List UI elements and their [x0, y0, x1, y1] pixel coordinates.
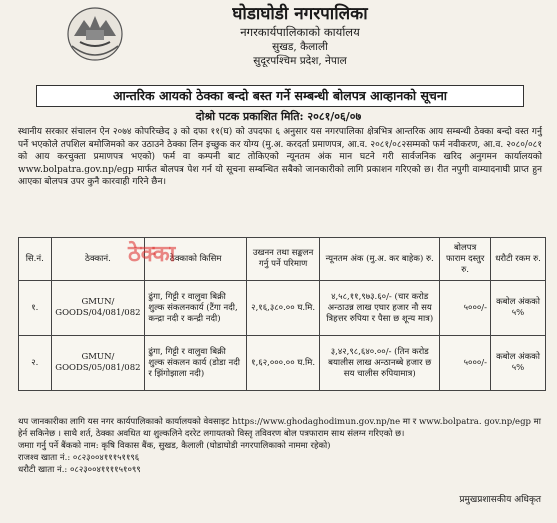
row-fee: ५०००/-: [440, 336, 491, 391]
office-location: सुखड, कैलाली: [272, 41, 328, 53]
row-qty: १,६२,०००.०० घ.मि.: [247, 336, 320, 391]
col-header-min: न्यूनतम अंक (मु.अ. कर बाहेक) रु.: [320, 238, 440, 281]
col-header-qty: उखनन तथा सङ्कलन गर्नु पर्ने परिमाण: [247, 238, 320, 281]
notice-body: स्थानीय सरकार संचालन ऐन २०७४ कोपरिच्छेद ३ को दफा ११(घ) को उपदफा ६ अनुसार यस नगरपालिका क्षेत्रभित्र आन्तरिक आय सम्बन्धी ठेक्का बन्दो वस्त गर्नु पर्ने भएकोले तपशिल बमोजिमको कर उठाउने ठेक्का लिन इच्छुक कर योग्य (मु.अ. करदर्ता प्रमाणपत्र, आ.व. २०८१/०८२सम्मको फर्म नवीकरण, आ.व. २०८०/०८१ को आय करचुक्ता प्रमाणपत्र भएको) फर्म वा कम्पनी बाट तोकिएको न्यूनतम अंक मान घटने गरी सार्वजनिक खरिद अनुगमन कार्यालयको www.bolpatra.gov.np/egp मार्फत बोलपत्र पेश गर्न यो सूचना सम्बन्धित सबैको जानकारीको लागि प्रकाशन गरिएको छ। रीत नपुगी वाम्यादनाघी प्राप्त हुन आएका बोलपत्र उपर कुनै कारवाही गरिने छैन।: [18, 127, 542, 188]
deposit-account: धरौटी खाता नं.: ०८२३००४११११५१०९९: [18, 465, 141, 475]
row-deposit: कबोल अंकको ५%: [491, 281, 546, 336]
notice-title: आन्तरिक आयको ठेक्का बन्दो बस्त गर्ने सम्बन्धी बोलपत्र आव्हानको सूचना: [36, 85, 524, 107]
row-code: GMUN/ GOODS/04/081/082: [51, 281, 145, 336]
row-deposit: कबोल अंकको ५%: [491, 336, 546, 391]
row-code: GMUN/ GOODS/05/081/082: [51, 336, 145, 391]
tender-table: [18, 237, 546, 391]
row-min: ४,५८,११,९७३.६०/- (चार करोड अन्ठाउन्न लाख एघार हजार नौ सय त्रिहत्तर रुपिया र पैसा छ शून्य मात्र): [320, 281, 440, 336]
col-header-code: ठेक्कानं.: [51, 238, 145, 281]
row-min: ३,४२,९८,६४०.००/- (तिन करोड बयालीस लाख अन्ठानब्बे हजार छ सय चालीस रुपियामात्र): [320, 336, 440, 391]
watermark-logo: ठेक्का: [128, 242, 176, 267]
row-sn: २.: [19, 336, 52, 391]
col-header-fee: बोलपत्र फाराम दस्तुर रु.: [440, 238, 491, 281]
org-name: घोडाघोडी नगरपालिका: [232, 4, 368, 24]
table-row: [19, 336, 546, 391]
office-name: नगरकार्यपालिकाको कार्यालय: [240, 25, 360, 39]
nepal-emblem-icon: [66, 6, 124, 62]
col-header-deposit: धरौटी रकम रु.: [491, 238, 546, 281]
row-qty: २,१६,३८०.०० घ.मि.: [247, 281, 320, 336]
revenue-account: राजश्व खाता नं.: ०८२३००४१११५११९६: [18, 453, 140, 463]
row-sn: १.: [19, 281, 52, 336]
province-name: सुदूरपश्चिम प्रदेश, नेपाल: [253, 55, 347, 67]
signatory: प्रमुखप्रशासकीय अधिकृत: [459, 495, 541, 505]
letterhead: [150, 4, 450, 68]
bank-name: जमाा गर्नु पर्ने बैंकको नाम: कृषि विकास बैंक, सुखड, कैलाली (घोडाघोडी नगरपालिकाको नाममा रहेको): [18, 441, 331, 451]
table-header-row: [19, 238, 546, 281]
table-row: [19, 281, 546, 336]
row-type: ढुंगा, गिट्टी र वालुवा बिक्री शुल्क संकलन कार्य (डोडा नदी र झिंगोझाला नदी): [145, 336, 247, 391]
footer-info: थप जानकारीका लागि यस नगर कार्यपालिकाको कार्यालयको वेवसाइट https://www.ghodaghodimun.gov.np/ne मा र www.bolpatra. gov.np/egp मा हेर्न सकिनेछ । साथै शर्त, ठेक्का अवधित था शुल्कलिने दररेट लगायतको विस्तृ तविवरण बोल पत्रफाराम साथ संलग्न गरिएको छ।: [18, 417, 541, 439]
col-header-sn: सि.नं.: [19, 238, 52, 281]
row-fee: ५०००/-: [440, 281, 491, 336]
row-type: ढुंगा, गिट्टी र वालुवा बिक्री शुल्क संकलनकार्य (टैंगा नदी, कन्द्रा नदी र कन्द्री नदी): [145, 281, 247, 336]
footer-notes: [18, 416, 544, 476]
col-header-type: ठेक्काको किसिम: [145, 238, 247, 281]
publish-date: दोश्रो पटक प्रकाशित मिति: २०८१/०६/०७: [195, 110, 362, 123]
